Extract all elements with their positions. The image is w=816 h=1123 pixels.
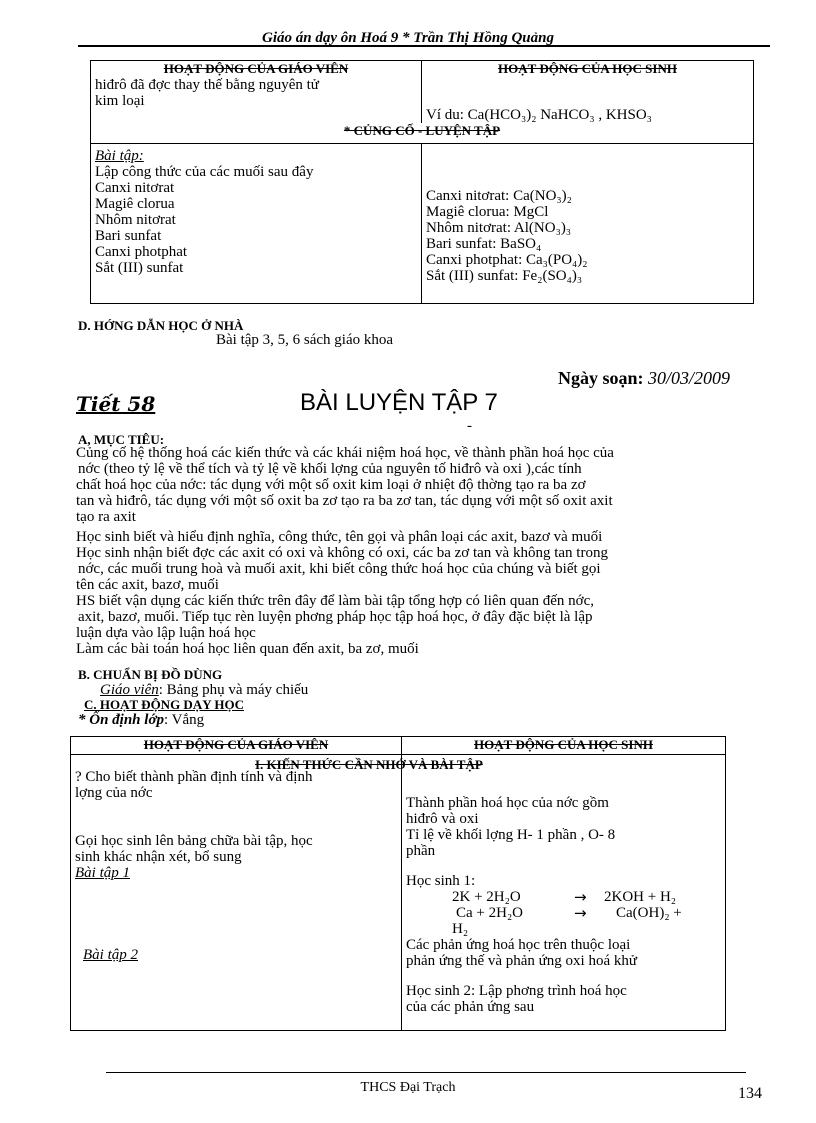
student-ratio-line: phần — [406, 843, 436, 859]
student-1-label: Học sinh 1: — [406, 873, 476, 889]
footer-school: THCS Đại Trạch — [360, 1080, 456, 1095]
exercise-1-label: Bài tập 1 — [75, 865, 130, 881]
student-comp-line: Thành phần hoá học của nớc gồm — [406, 795, 609, 811]
teacher-text: : Bảng phụ và máy chiếu — [158, 682, 309, 698]
section-c-title: C. HOẠT ĐỘNG DẠY HỌC — [84, 697, 244, 712]
stable-text: : Vắng — [164, 712, 205, 728]
teacher-label: Giáo viên — [100, 682, 159, 698]
section-a-title: A, MỤC TIÊU: — [78, 432, 165, 447]
equation-2 — [406, 905, 721, 921]
activity-table-2 — [70, 736, 726, 1031]
answer-line: Canxi photphat: Ca₃(PO₄)₂ — [426, 251, 588, 268]
exercise-line: Sắt (III) sunfat — [95, 259, 184, 276]
header-divider — [78, 45, 770, 47]
exercise-2-label: Bài tập 2 — [83, 947, 138, 963]
objective-line: Củng cố hệ thống hoá các kiến thức và các khái niệm hoá học, về thành phần hoá học của — [76, 445, 614, 461]
objective-line: HS biết vận dụng các kiến thức trên đây để làm bài tập tổng hợp có liên quan đến nớc, — [76, 593, 595, 609]
footer-divider — [106, 1072, 746, 1073]
table2-col-student-cell — [402, 737, 726, 755]
answer-line: Canxi nitơrat: Ca(NO₃)₂ — [426, 187, 572, 204]
objective-line: tan và hiđrô, tác dụng với một số oxit ba zơ tạo ra ba zơ tan, tác dụng với một số oxit axit — [76, 493, 613, 509]
student-react-line: phản ứng thế và phản ứng oxi hoá khử — [406, 953, 638, 969]
student-comp-line: hiđrô và oxi — [406, 811, 479, 827]
objective-line: Làm các bài toán hoá học liên quan đến axit, ba zơ, muối — [76, 641, 419, 657]
knowledge-section-title: I. KIẾN THỨC CẦN NHỚ VÀ BÀI TẬP — [255, 757, 483, 772]
table1-exercise-left — [91, 143, 422, 303]
section-d-title: D. HỚNG DẪN HỌC Ở NHÀ — [78, 318, 244, 333]
eq2-tail: H₂ — [452, 921, 469, 937]
exercise-line: Nhôm nitơrat — [95, 211, 176, 228]
exercise-line: Bari sunfat — [95, 227, 162, 244]
objective-line: nớc, các muối trung hoà và muối axit, khi biết công thức hoá học của chúng và biết gọi — [78, 561, 601, 577]
eq1-arrow: → — [574, 888, 587, 906]
table1-exercise-right — [422, 143, 754, 303]
section-d-text: Bài tập 3, 5, 6 sách giáo khoa — [216, 332, 394, 348]
teacher-call-line: Gọi học sinh lên bảng chữa bài tập, học — [75, 833, 313, 849]
page-number: 134 — [738, 1085, 762, 1102]
exercise-line: Lập công thức của các muối sau đây — [95, 163, 314, 180]
table1-col-student: HOẠT ĐỘNG CỦA HỌC SINH — [498, 61, 677, 76]
table2-col-teacher: HOẠT ĐỘNG CỦA GIÁO VIÊN — [143, 737, 329, 752]
table1-row1-right: Ví du: Ca(HCO₃)₂ NaHCO₃ , KHSO₃ — [426, 107, 652, 123]
student-ratio-line: Tỉ lệ về khối lợng H- 1 phần , O- 8 — [406, 827, 616, 843]
eq2-reactants: Ca + 2H₂O — [456, 905, 524, 921]
answer-line: Sắt (III) sunfat: Fe₂(SO₄)₃ — [426, 267, 583, 284]
equation-1 — [406, 889, 721, 905]
table2-col-student: HOẠT ĐỘNG CỦA HỌC SINH — [474, 737, 653, 752]
answer-line: Bari sunfat: BaSO₄ — [426, 235, 542, 252]
lesson-dash: - — [467, 418, 472, 434]
objective-line: Học sinh biết và hiểu định nghĩa, công thức, tên gọi và phân loại các axit, bazơ và muối — [76, 529, 603, 545]
eq2-arrow: → — [574, 904, 587, 922]
section-b-teacher — [100, 682, 308, 698]
objective-line: tạo ra axit — [76, 509, 136, 525]
lesson-number: Tiết 58 — [76, 392, 156, 416]
table1-row1-left-line: kim loại — [95, 93, 145, 109]
student-2-line: Học sinh 2: Lập phơng trình hoá học — [406, 983, 627, 999]
stable-label: * Ổn định lớp — [78, 712, 164, 728]
page-header-title: Giáo án dạy ôn Hoá 9 * Trần Thị Hồng Quảng — [262, 30, 554, 46]
table1-row1-left-line: hiđrô đã đợc thay thế bằng nguyên tử — [95, 77, 319, 93]
table1-student-cell — [422, 61, 754, 124]
objective-line: chất hoá học của nớc: tác dụng với một số oxit kim loại ở nhiệt độ thờng tạo ra ba zơ — [76, 477, 586, 493]
activity-table-1 — [90, 60, 754, 304]
table1-teacher-cell — [91, 61, 422, 124]
objective-line: tên các axit, bazơ, muối — [76, 577, 219, 593]
table1-consolidate-row — [91, 123, 754, 143]
table2-section-title — [255, 757, 555, 773]
prep-date-label: Ngày soạn: — [558, 368, 644, 388]
prep-date-value: 30/03/2009 — [648, 368, 731, 388]
table1-col-teacher: HOẠT ĐỘNG CỦA GIÁO VIÊN — [163, 61, 349, 76]
teacher-call-line: sinh khác nhận xét, bổ sung — [75, 849, 242, 865]
exercise-line: Canxi photphat — [95, 243, 188, 260]
section-b-title: B. CHUẨN BỊ ĐỒ DÙNG — [78, 667, 223, 682]
table2-col-teacher-cell — [71, 737, 402, 755]
section-a-body — [76, 445, 766, 657]
table2-student-body — [402, 755, 726, 1031]
section-c-stable — [78, 712, 204, 728]
objective-line: nớc (theo tỷ lệ về thể tích và tỷ lệ về khối lợng của nguyên tố hiđrô và oxi ),các tính — [78, 461, 582, 477]
answer-line: Nhôm nitơrat: Al(NO₃)₃ — [426, 219, 572, 236]
exercise-line: Magiê clorua — [95, 195, 175, 212]
lesson-title: BÀI LUYỆN TẬP 7 — [300, 389, 498, 416]
eq2-products: Ca(OH)₂ + — [616, 905, 682, 921]
student-2-line: của các phản ứng sau — [406, 999, 535, 1015]
objective-line: Học sinh nhận biết đợc các axit có oxi và không có oxi, các ba zơ tan và không tan trong — [76, 545, 608, 561]
prep-date — [558, 368, 730, 389]
student-react-line: Các phản ứng hoá học trên thuộc loại — [406, 937, 631, 953]
exercise-label: Bài tập: — [95, 147, 144, 164]
teacher-question-line: ? Cho biết thành phần định tính và định — [75, 769, 313, 785]
eq1-reactants: 2K + 2H₂O — [452, 889, 521, 905]
exercise-line: Canxi nitơrat — [95, 179, 175, 196]
objective-line: axit, bazơ, muối. Tiếp tục rèn luyện phơng pháp học tập hoá học, ở đây đặc biệt là lập — [78, 609, 593, 625]
eq1-products: 2KOH + H₂ — [604, 889, 677, 905]
consolidate-heading: * CỦNG CỐ - LUYỆN TẬP — [343, 123, 501, 138]
teacher-question-line: lợng của nớc — [75, 785, 153, 801]
answer-line: Magiê clorua: MgCl — [426, 203, 549, 220]
objective-line: luận dựa vào lập luận hoá học — [76, 625, 256, 641]
